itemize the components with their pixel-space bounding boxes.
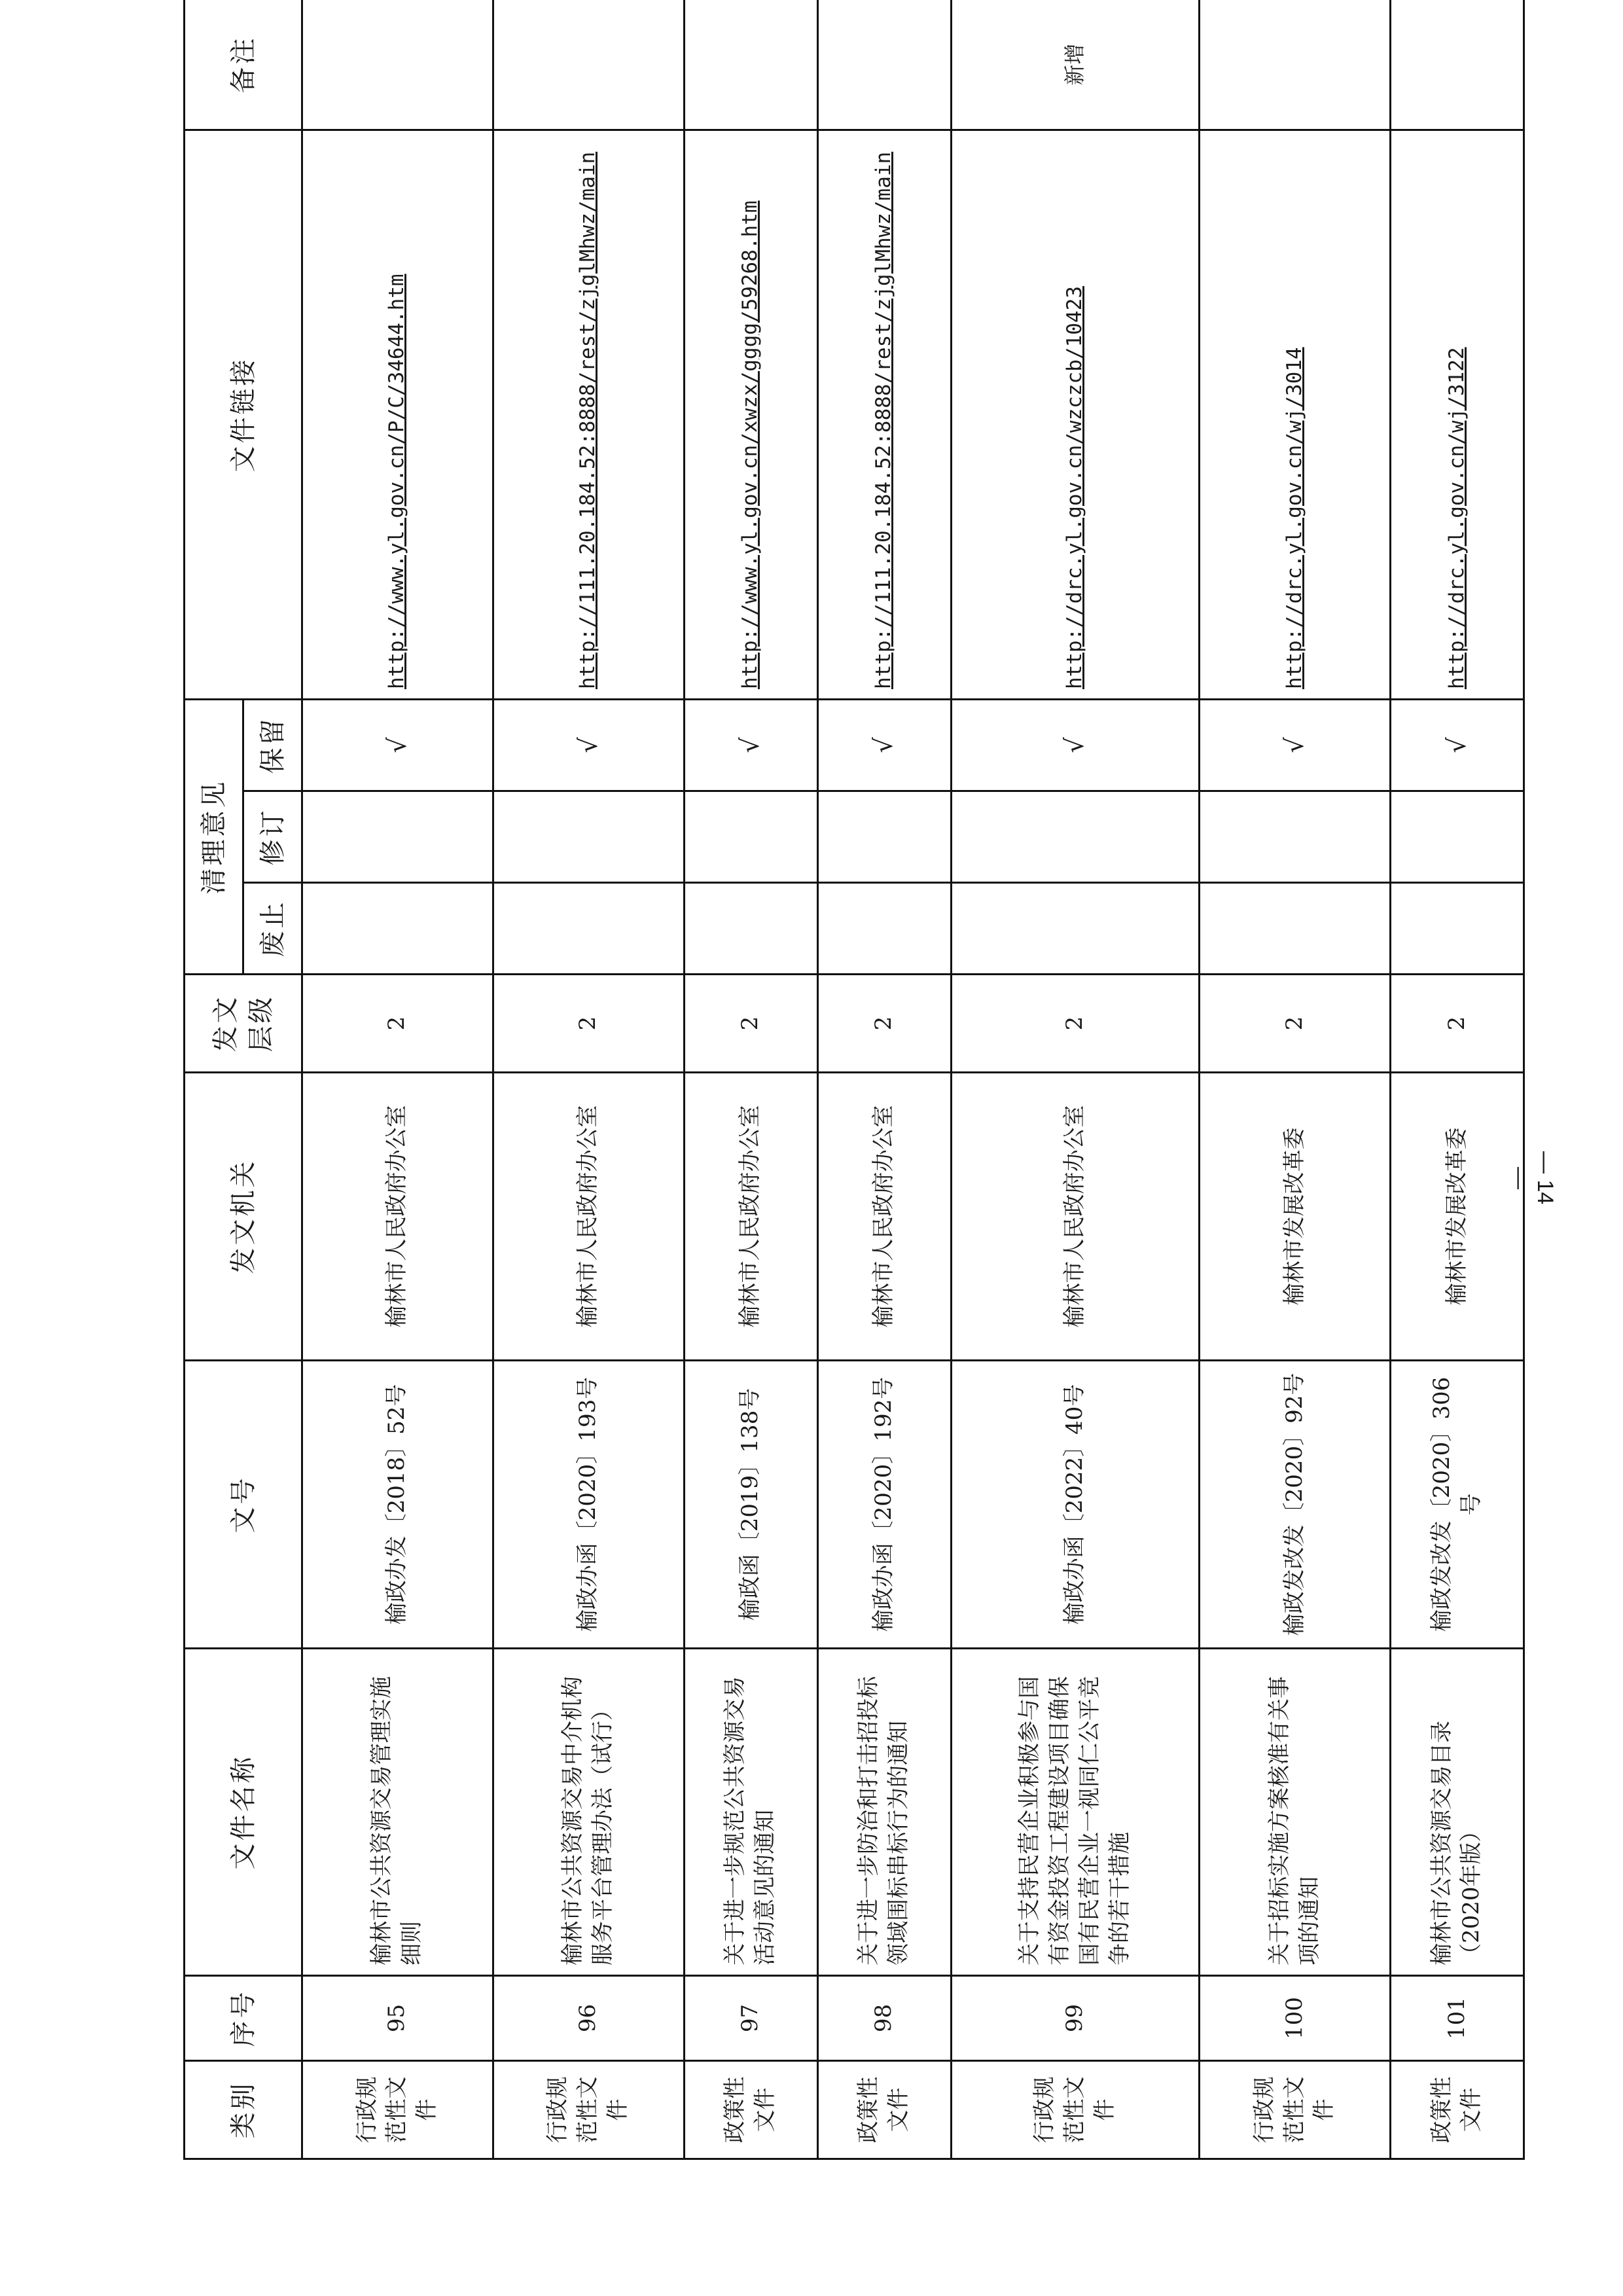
cell-doc-no: 榆政函〔2019〕138号 bbox=[684, 1361, 817, 1649]
cell-issuer: 榆林市发展改革委 bbox=[1390, 1073, 1524, 1361]
cell-issuer: 榆林市人民政府办公室 bbox=[951, 1073, 1199, 1361]
cell-seq: 101 bbox=[1390, 1976, 1524, 2061]
cell-doc-no: 榆政办函〔2020〕192号 bbox=[817, 1361, 951, 1649]
table-row bbox=[817, 0, 951, 2159]
cell-issuer: 榆林市人民政府办公室 bbox=[493, 1073, 684, 1361]
cell-revise bbox=[684, 791, 817, 883]
cell-keep: √ bbox=[684, 700, 817, 791]
file-link[interactable]: http://www.yl.gov.cn/xwzx/gggg/59268.htm bbox=[738, 200, 762, 689]
cell-doc-no: 榆政办发〔2018〕52号 bbox=[302, 1361, 493, 1649]
cell-category: 行政规范性文件 bbox=[302, 2061, 493, 2159]
cell-revise bbox=[1200, 791, 1391, 883]
header-level: 发文层级 bbox=[185, 975, 302, 1073]
cell-name: 关于进一步规范公共资源交易活动意见的通知 bbox=[684, 1649, 817, 1976]
header-abolish: 废止 bbox=[243, 883, 302, 975]
document-table bbox=[183, 0, 1525, 2160]
file-link[interactable]: http://www.yl.gov.cn/P/C/34644.htm bbox=[385, 274, 409, 689]
cell-link bbox=[493, 130, 684, 700]
cell-seq: 96 bbox=[493, 1976, 684, 2061]
cell-category: 行政规范性文件 bbox=[951, 2061, 1199, 2159]
cell-abolish bbox=[684, 883, 817, 975]
cell-note bbox=[817, 0, 951, 130]
cell-note bbox=[1200, 0, 1391, 130]
cell-revise bbox=[1390, 791, 1524, 883]
cell-keep: √ bbox=[493, 700, 684, 791]
cell-seq: 100 bbox=[1200, 1976, 1391, 2061]
header-seq: 序号 bbox=[185, 1976, 302, 2061]
cell-name: 榆林市公共资源交易中介机构服务平台管理办法（试行） bbox=[493, 1649, 684, 1976]
cell-keep: √ bbox=[817, 700, 951, 791]
cell-level: 2 bbox=[951, 975, 1199, 1073]
cell-category: 行政规范性文件 bbox=[493, 2061, 684, 2159]
cell-revise bbox=[817, 791, 951, 883]
page-number: — 14 — bbox=[1507, 1151, 1558, 1205]
cell-issuer: 榆林市人民政府办公室 bbox=[817, 1073, 951, 1361]
cell-name: 榆林市公共资源交易目录（2020年版） bbox=[1390, 1649, 1524, 1976]
cell-abolish bbox=[493, 883, 684, 975]
table-row bbox=[302, 0, 493, 2159]
file-link[interactable]: http://drc.yl.gov.cn/wzczcb/10423 bbox=[1062, 286, 1086, 689]
header-note: 备注 bbox=[185, 0, 302, 130]
cell-link bbox=[951, 130, 1199, 700]
file-link[interactable]: http://111.20.184.52:8888/rest/zjglMhwz/main bbox=[872, 151, 896, 689]
table-row bbox=[951, 0, 1199, 2159]
cell-keep: √ bbox=[1200, 700, 1391, 791]
cell-seq: 98 bbox=[817, 1976, 951, 2061]
cell-issuer: 榆林市人民政府办公室 bbox=[302, 1073, 493, 1361]
cell-seq: 95 bbox=[302, 1976, 493, 2061]
cell-level: 2 bbox=[1200, 975, 1391, 1073]
cell-level: 2 bbox=[684, 975, 817, 1073]
cell-name: 关于招标实施方案核准有关事项的通知 bbox=[1200, 1649, 1391, 1976]
cell-link bbox=[817, 130, 951, 700]
cell-keep: √ bbox=[951, 700, 1199, 791]
cell-note bbox=[1390, 0, 1524, 130]
table-row bbox=[1200, 0, 1391, 2159]
file-link[interactable]: http://drc.yl.gov.cn/wj/3122 bbox=[1444, 347, 1469, 689]
cell-name: 关于进一步防治和打击招投标领域围标串标行为的通知 bbox=[817, 1649, 951, 1976]
cell-seq: 99 bbox=[951, 1976, 1199, 2061]
header-link: 文件链接 bbox=[185, 130, 302, 700]
cell-note bbox=[493, 0, 684, 130]
cell-revise bbox=[493, 791, 684, 883]
cell-category: 政策性文件 bbox=[1390, 2061, 1524, 2159]
header-category: 类别 bbox=[185, 2061, 302, 2159]
cell-keep: √ bbox=[1390, 700, 1524, 791]
table-row bbox=[493, 0, 684, 2159]
cell-note bbox=[684, 0, 817, 130]
cell-level: 2 bbox=[1390, 975, 1524, 1073]
cell-doc-no: 榆政办函〔2020〕193号 bbox=[493, 1361, 684, 1649]
header-revise: 修订 bbox=[243, 791, 302, 883]
cell-level: 2 bbox=[493, 975, 684, 1073]
cell-issuer: 榆林市发展改革委 bbox=[1200, 1073, 1391, 1361]
table-row bbox=[1390, 0, 1524, 2159]
cell-issuer: 榆林市人民政府办公室 bbox=[684, 1073, 817, 1361]
cell-revise bbox=[951, 791, 1199, 883]
cell-name: 关于支持民营企业积极参与国有资金投资工程建设项目确保国有民营企业一视同仁公平竞争的若干措施 bbox=[951, 1649, 1199, 1976]
cell-abolish bbox=[302, 883, 493, 975]
cell-abolish bbox=[817, 883, 951, 975]
cell-level: 2 bbox=[302, 975, 493, 1073]
cell-doc-no: 榆政发改发〔2020〕92号 bbox=[1200, 1361, 1391, 1649]
cell-abolish bbox=[1200, 883, 1391, 975]
table-row bbox=[684, 0, 817, 2159]
cell-note: 新增 bbox=[951, 0, 1199, 130]
cell-level: 2 bbox=[817, 975, 951, 1073]
cell-doc-no: 榆政发改发〔2020〕306号 bbox=[1390, 1361, 1524, 1649]
cell-category: 行政规范性文件 bbox=[1200, 2061, 1391, 2159]
header-opinion: 清理意见 bbox=[185, 700, 243, 975]
cell-keep: √ bbox=[302, 700, 493, 791]
cell-note bbox=[302, 0, 493, 130]
header-doc-no: 文号 bbox=[185, 1361, 302, 1649]
cell-link bbox=[684, 130, 817, 700]
cell-category: 政策性文件 bbox=[817, 2061, 951, 2159]
cell-link bbox=[302, 130, 493, 700]
cell-category: 政策性文件 bbox=[684, 2061, 817, 2159]
cell-doc-no: 榆政办函〔2022〕40号 bbox=[951, 1361, 1199, 1649]
rotated-page bbox=[183, 0, 1525, 2160]
cell-seq: 97 bbox=[684, 1976, 817, 2061]
cell-abolish bbox=[951, 883, 1199, 975]
file-link[interactable]: http://111.20.184.52:8888/rest/zjglMhwz/main bbox=[576, 151, 600, 689]
header-issuer: 发文机关 bbox=[185, 1073, 302, 1361]
cell-link bbox=[1200, 130, 1391, 700]
cell-name: 榆林市公共资源交易管理实施细则 bbox=[302, 1649, 493, 1976]
header-keep: 保留 bbox=[243, 700, 302, 791]
header-name: 文件名称 bbox=[185, 1649, 302, 1976]
file-link[interactable]: http://drc.yl.gov.cn/wj/3014 bbox=[1282, 347, 1306, 689]
cell-abolish bbox=[1390, 883, 1524, 975]
cell-revise bbox=[302, 791, 493, 883]
cell-link bbox=[1390, 130, 1524, 700]
